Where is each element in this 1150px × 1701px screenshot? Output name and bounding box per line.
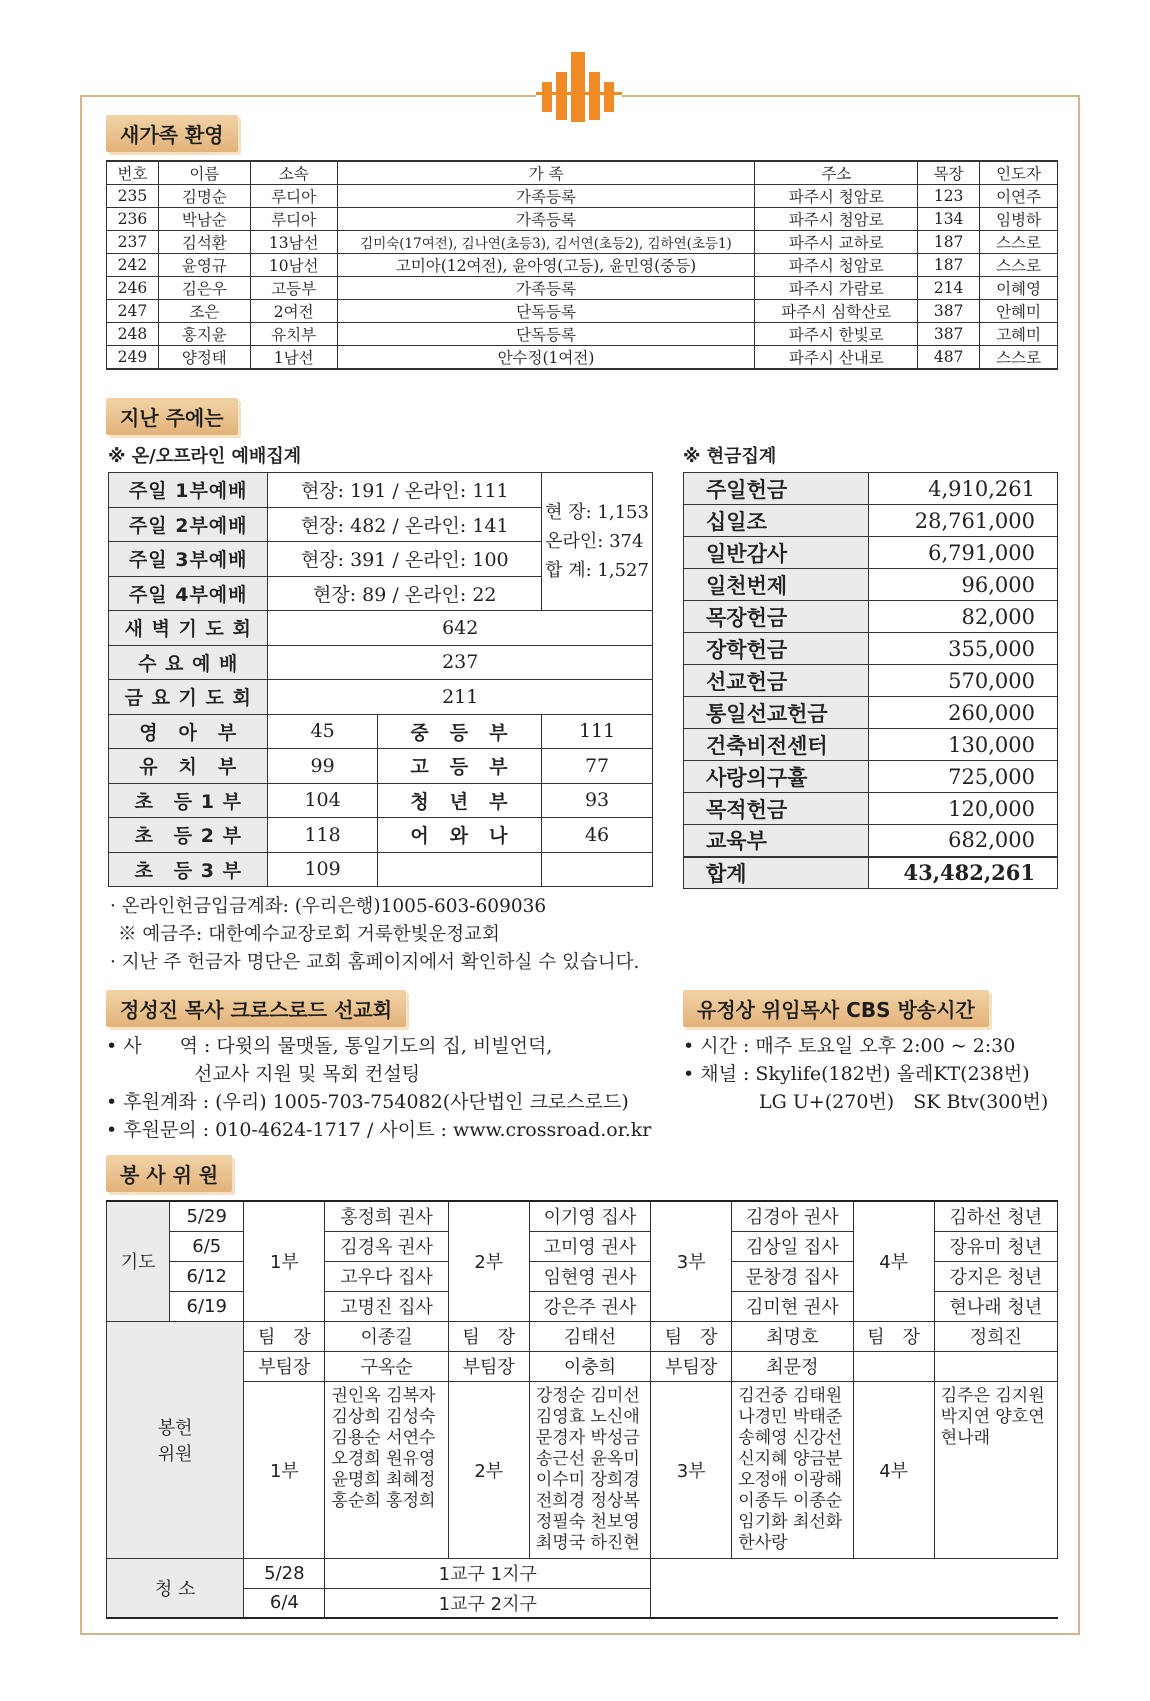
cleaning-date: 6/4 bbox=[244, 1588, 325, 1618]
meeting-value: 237 bbox=[268, 645, 653, 680]
section-title-mission: 정성진 목사 크로스로드 선교회 bbox=[106, 990, 406, 1027]
table-cell: 유치부 bbox=[250, 323, 337, 346]
col-header: 주소 bbox=[755, 161, 918, 185]
table-cell: 단독등록 bbox=[337, 323, 755, 346]
volunteer-table bbox=[106, 1200, 1058, 1619]
offering-notes bbox=[110, 893, 639, 977]
leader-name: 정희진 bbox=[934, 1321, 1057, 1351]
offering-label: 목적헌금 bbox=[684, 793, 869, 825]
table-row bbox=[107, 254, 1058, 277]
dept-value: 46 bbox=[542, 818, 653, 853]
dept-label bbox=[377, 852, 541, 887]
table-cell: 387 bbox=[918, 300, 980, 323]
table-row bbox=[107, 208, 1058, 231]
offering-label: 사랑의구휼 bbox=[684, 761, 869, 793]
table-row bbox=[107, 1558, 1058, 1588]
table-cell: 247 bbox=[107, 300, 159, 323]
table-row bbox=[109, 852, 653, 887]
mission-line: • 후원문의 : 010-4624-1717 / 사이트 : www.crossroad.or.kr bbox=[106, 1119, 652, 1141]
table-cell: 윤영규 bbox=[158, 254, 250, 277]
church-logo-icon bbox=[536, 48, 622, 126]
part-label: 2부 bbox=[448, 1201, 529, 1321]
sub-leader-label bbox=[853, 1351, 934, 1381]
table-cell: 고혜미 bbox=[980, 323, 1058, 346]
table-cell: 양정태 bbox=[158, 346, 250, 370]
offering-label: 교육부 bbox=[684, 825, 869, 857]
table-cell: 10남선 bbox=[250, 254, 337, 277]
table-cell: 박남순 bbox=[158, 208, 250, 231]
table-row bbox=[109, 783, 653, 818]
table-row bbox=[107, 231, 1058, 254]
table-cell: 파주시 청암로 bbox=[755, 254, 918, 277]
table-cell: 조은 bbox=[158, 300, 250, 323]
table-cell: 고미아(12여전), 윤아영(고등), 윤민영(중등) bbox=[337, 254, 755, 277]
table-cell: 안혜미 bbox=[980, 300, 1058, 323]
table-row bbox=[109, 645, 653, 680]
dept-value: 77 bbox=[542, 749, 653, 784]
service-label: 주일 2부예배 bbox=[109, 507, 268, 542]
offering-value: 682,000 bbox=[869, 825, 1058, 857]
table-cell: 214 bbox=[918, 277, 980, 300]
table-row bbox=[107, 1321, 1058, 1351]
broadcast-info bbox=[683, 1032, 1048, 1116]
cleaning-team: 1교구 1지구 bbox=[325, 1558, 651, 1588]
table-row bbox=[107, 1381, 1058, 1558]
dept-label: 영 아 부 bbox=[109, 714, 268, 749]
table-cell: 가족등록 bbox=[337, 208, 755, 231]
prayer-name: 임현영 권사 bbox=[529, 1261, 650, 1291]
part-label: 1부 bbox=[244, 1201, 325, 1321]
table-cell: 236 bbox=[107, 208, 159, 231]
part-label: 4부 bbox=[853, 1381, 934, 1558]
table-cell: 387 bbox=[918, 323, 980, 346]
table-cell: 187 bbox=[918, 254, 980, 277]
leader-label: 팀 장 bbox=[244, 1321, 325, 1351]
service-totals bbox=[542, 473, 653, 611]
dept-value: 109 bbox=[268, 852, 377, 887]
table-cell: 242 bbox=[107, 254, 159, 277]
prayer-name: 김상일 집사 bbox=[732, 1231, 853, 1261]
mission-line: • 후원계좌 : (우리) 1005-703-754082(사단법인 크로스로드) bbox=[106, 1091, 629, 1113]
meeting-value: 211 bbox=[268, 680, 653, 715]
table-row bbox=[107, 323, 1058, 346]
col-header: 가 족 bbox=[337, 161, 755, 185]
dept-value: 93 bbox=[542, 783, 653, 818]
meeting-label: 금 요 기 도 회 bbox=[109, 680, 268, 715]
table-row bbox=[684, 825, 1058, 857]
offering-value: 120,000 bbox=[869, 793, 1058, 825]
leader-label: 팀 장 bbox=[651, 1321, 732, 1351]
meeting-value: 642 bbox=[268, 611, 653, 646]
broadcast-line: LG U+(270번) SK Btv(300번) bbox=[759, 1091, 1049, 1113]
offering-value: 28,761,000 bbox=[869, 505, 1058, 537]
offering-value: 260,000 bbox=[869, 697, 1058, 729]
offering-value: 96,000 bbox=[869, 569, 1058, 601]
part-label: 4부 bbox=[853, 1201, 934, 1321]
table-row bbox=[109, 714, 653, 749]
service-value: 현장: 191 / 온라인: 111 bbox=[268, 473, 542, 508]
table-row bbox=[109, 611, 653, 646]
offering-label: 합계 bbox=[684, 857, 869, 889]
prayer-date: 6/12 bbox=[170, 1261, 244, 1291]
dept-value: 45 bbox=[268, 714, 377, 749]
worship-count-title: ※ 온/오프라인 예배집계 bbox=[108, 446, 302, 467]
table-row bbox=[107, 1201, 1058, 1231]
table-cell: 김은우 bbox=[158, 277, 250, 300]
section-title-new-family: 새가족 환영 bbox=[106, 115, 238, 152]
table-cell: 스스로 bbox=[980, 231, 1058, 254]
table-cell: 이연주 bbox=[980, 185, 1058, 208]
table-row bbox=[107, 185, 1058, 208]
service-value: 현장: 482 / 온라인: 141 bbox=[268, 507, 542, 542]
empty-cell bbox=[651, 1558, 1058, 1618]
table-row bbox=[684, 601, 1058, 633]
offering-value: 43,482,261 bbox=[869, 857, 1058, 889]
table-row bbox=[684, 729, 1058, 761]
offering-label: 십일조 bbox=[684, 505, 869, 537]
table-cell: 249 bbox=[107, 346, 159, 370]
offering-label: 목장헌금 bbox=[684, 601, 869, 633]
total-sum: 합 계: 1,527 bbox=[545, 560, 649, 581]
table-row bbox=[684, 697, 1058, 729]
col-header: 번호 bbox=[107, 161, 159, 185]
cleaning-team: 1교구 2지구 bbox=[325, 1588, 651, 1618]
offering-value: 130,000 bbox=[869, 729, 1058, 761]
prayer-name: 강지은 청년 bbox=[934, 1261, 1057, 1291]
table-row bbox=[684, 857, 1058, 889]
meeting-label: 새 벽 기 도 회 bbox=[109, 611, 268, 646]
table-cell: 246 bbox=[107, 277, 159, 300]
table-cell: 루디아 bbox=[250, 185, 337, 208]
sub-leader-label: 부팀장 bbox=[244, 1351, 325, 1381]
table-cell: 단독등록 bbox=[337, 300, 755, 323]
table-cell: 김석환 bbox=[158, 231, 250, 254]
table-cell: 123 bbox=[918, 185, 980, 208]
prayer-name: 이기영 집사 bbox=[529, 1201, 650, 1231]
offering-label: 주일헌금 bbox=[684, 473, 869, 505]
offering-value: 4,910,261 bbox=[869, 473, 1058, 505]
offering-label: 선교헌금 bbox=[684, 665, 869, 697]
offering-value: 725,000 bbox=[869, 761, 1058, 793]
prayer-name: 고미영 권사 bbox=[529, 1231, 650, 1261]
sub-leader-label: 부팀장 bbox=[448, 1351, 529, 1381]
dept-value: 104 bbox=[268, 783, 377, 818]
prayer-name: 김하선 청년 bbox=[934, 1201, 1057, 1231]
col-header: 목장 bbox=[918, 161, 980, 185]
table-row bbox=[107, 346, 1058, 370]
table-cell: 루디아 bbox=[250, 208, 337, 231]
table-cell: 파주시 한빛로 bbox=[755, 323, 918, 346]
section-title-broadcast: 유정상 위임목사 CBS 방송시간 bbox=[683, 990, 989, 1027]
dept-label: 초 등 2 부 bbox=[109, 818, 268, 853]
table-row bbox=[684, 665, 1058, 697]
table-row bbox=[684, 569, 1058, 601]
service-label: 주일 3부예배 bbox=[109, 542, 268, 577]
service-label: 주일 4부예배 bbox=[109, 576, 268, 611]
table-header-row bbox=[107, 161, 1058, 185]
service-value: 현장: 89 / 온라인: 22 bbox=[268, 576, 542, 611]
prayer-name: 김미현 권사 bbox=[732, 1291, 853, 1321]
table-cell: 파주시 청암로 bbox=[755, 185, 918, 208]
table-cell: 187 bbox=[918, 231, 980, 254]
prayer-name: 홍정희 권사 bbox=[325, 1201, 448, 1231]
offering-count-title: ※ 현금집계 bbox=[683, 446, 777, 467]
broadcast-line: • 채널 : Skylife(182번) 올레KT(238번) bbox=[683, 1063, 1030, 1085]
table-cell: 임병하 bbox=[980, 208, 1058, 231]
dept-label: 어 와 나 bbox=[377, 818, 541, 853]
sub-leader-name bbox=[934, 1351, 1057, 1381]
table-cell: 파주시 가람로 bbox=[755, 277, 918, 300]
table-cell: 248 bbox=[107, 323, 159, 346]
table-row bbox=[684, 473, 1058, 505]
prayer-label: 기도 bbox=[107, 1201, 170, 1321]
table-cell: 파주시 청암로 bbox=[755, 208, 918, 231]
table-row bbox=[109, 818, 653, 853]
dept-label: 청 년 부 bbox=[377, 783, 541, 818]
part-label: 3부 bbox=[651, 1201, 732, 1321]
table-row bbox=[109, 749, 653, 784]
table-row bbox=[107, 1351, 1058, 1381]
total-online: 온라인: 374 bbox=[545, 531, 644, 552]
meeting-label: 수 요 예 배 bbox=[109, 645, 268, 680]
dept-label: 초 등 1 부 bbox=[109, 783, 268, 818]
offering-label: 장학헌금 bbox=[684, 633, 869, 665]
sub-leader-name: 구옥순 bbox=[325, 1351, 448, 1381]
table-row bbox=[684, 633, 1058, 665]
table-cell: 13남선 bbox=[250, 231, 337, 254]
prayer-name: 김경아 권사 bbox=[732, 1201, 853, 1231]
part-label: 2부 bbox=[448, 1381, 529, 1558]
note-line: · 지난 주 헌금자 명단은 교회 홈페이지에서 확인하실 수 있습니다. bbox=[110, 952, 640, 973]
offering-members: 강정순 김미선 김영효 노신애 문경자 박성금 송근선 윤옥미 이수미 장희경 전희경 정상복 정필숙 천보영 최명국 하진현 bbox=[529, 1381, 650, 1558]
table-cell: 134 bbox=[918, 208, 980, 231]
table-cell: 김명순 bbox=[158, 185, 250, 208]
cleaning-label: 청 소 bbox=[107, 1558, 244, 1618]
leader-label: 팀 장 bbox=[448, 1321, 529, 1351]
col-header: 소속 bbox=[250, 161, 337, 185]
sub-leader-name: 최문정 bbox=[732, 1351, 853, 1381]
table-cell: 235 bbox=[107, 185, 159, 208]
table-cell: 김미숙(17여전), 김나연(초등3), 김서연(초등2), 김하연(초등1) bbox=[337, 231, 755, 254]
sub-leader-name: 이충희 bbox=[529, 1351, 650, 1381]
dept-value: 111 bbox=[542, 714, 653, 749]
table-cell: 홍지윤 bbox=[158, 323, 250, 346]
mission-line: • 사 역 : 다윗의 물맷돌, 통일기도의 집, 비빌언덕, bbox=[106, 1035, 553, 1057]
part-label: 1부 bbox=[244, 1381, 325, 1558]
leader-label: 팀 장 bbox=[853, 1321, 934, 1351]
sub-leader-label: 부팀장 bbox=[651, 1351, 732, 1381]
dept-label: 중 등 부 bbox=[377, 714, 541, 749]
offering-members: 권인옥 김복자 김상희 김성숙 김용순 서연수 오경희 원유영 윤명희 최혜정 홍순희 홍정희 bbox=[325, 1381, 448, 1558]
table-cell: 고등부 bbox=[250, 277, 337, 300]
offering-value: 570,000 bbox=[869, 665, 1058, 697]
table-cell: 파주시 산내로 bbox=[755, 346, 918, 370]
table-cell: 가족등록 bbox=[337, 277, 755, 300]
table-row bbox=[684, 793, 1058, 825]
section-title-last-week: 지난 주에는 bbox=[106, 398, 238, 435]
table-row bbox=[684, 761, 1058, 793]
dept-label: 고 등 부 bbox=[377, 749, 541, 784]
table-row bbox=[107, 277, 1058, 300]
offering-label: 일천번제 bbox=[684, 569, 869, 601]
table-row bbox=[109, 680, 653, 715]
new-family-table bbox=[106, 160, 1058, 370]
broadcast-line: • 시간 : 매주 토요일 오후 2:00 ~ 2:30 bbox=[683, 1035, 1016, 1057]
mission-line: 선교사 지원 및 목회 컨설팅 bbox=[194, 1063, 421, 1085]
leader-name: 이종길 bbox=[325, 1321, 448, 1351]
mission-info bbox=[106, 1032, 651, 1144]
prayer-date: 6/5 bbox=[170, 1231, 244, 1261]
col-header: 인도자 bbox=[980, 161, 1058, 185]
offering-label: 건축비전센터 bbox=[684, 729, 869, 761]
prayer-name: 김경옥 권사 bbox=[325, 1231, 448, 1261]
part-label: 3부 bbox=[651, 1381, 732, 1558]
table-row bbox=[684, 537, 1058, 569]
prayer-date: 5/29 bbox=[170, 1201, 244, 1231]
offering-value: 355,000 bbox=[869, 633, 1058, 665]
table-row bbox=[109, 473, 653, 508]
offering-table bbox=[683, 472, 1058, 889]
table-cell: 1남선 bbox=[250, 346, 337, 370]
dept-label: 유 치 부 bbox=[109, 749, 268, 784]
dept-label: 초 등 3 부 bbox=[109, 852, 268, 887]
table-cell: 이혜영 bbox=[980, 277, 1058, 300]
service-value: 현장: 391 / 온라인: 100 bbox=[268, 542, 542, 577]
table-cell: 안수정(1여전) bbox=[337, 346, 755, 370]
prayer-name: 고명진 집사 bbox=[325, 1291, 448, 1321]
table-cell: 스스로 bbox=[980, 346, 1058, 370]
offering-label: 통일선교헌금 bbox=[684, 697, 869, 729]
note-line: · 온라인헌금입금계좌: (우리은행)1005-603-609036 bbox=[110, 896, 547, 917]
offering-group-label: 봉헌 위원 bbox=[107, 1321, 244, 1558]
leader-name: 최명호 bbox=[732, 1321, 853, 1351]
worship-attendance-table bbox=[108, 472, 653, 887]
dept-value bbox=[542, 852, 653, 887]
prayer-date: 6/19 bbox=[170, 1291, 244, 1321]
total-onsite: 현 장: 1,153 bbox=[545, 502, 649, 523]
section-title-volunteers: 봉 사 위 원 bbox=[106, 1155, 232, 1192]
offering-label: 일반감사 bbox=[684, 537, 869, 569]
offering-value: 82,000 bbox=[869, 601, 1058, 633]
table-cell: 파주시 심학산로 bbox=[755, 300, 918, 323]
col-header: 이름 bbox=[158, 161, 250, 185]
table-cell: 487 bbox=[918, 346, 980, 370]
table-cell: 237 bbox=[107, 231, 159, 254]
dept-value: 118 bbox=[268, 818, 377, 853]
cleaning-date: 5/28 bbox=[244, 1558, 325, 1588]
prayer-name: 장유미 청년 bbox=[934, 1231, 1057, 1261]
table-cell: 2여전 bbox=[250, 300, 337, 323]
offering-value: 6,791,000 bbox=[869, 537, 1058, 569]
prayer-name: 강은주 권사 bbox=[529, 1291, 650, 1321]
prayer-name: 고우다 집사 bbox=[325, 1261, 448, 1291]
table-cell: 파주시 교하로 bbox=[755, 231, 918, 254]
table-row bbox=[107, 300, 1058, 323]
offering-members: 김주은 김지원 박지연 양호연 현나래 bbox=[934, 1381, 1057, 1558]
table-cell: 가족등록 bbox=[337, 185, 755, 208]
offering-members: 김건중 김태원 나경민 박태준 송혜영 신강선 신지혜 양금분 오정애 이광해 이종두 이종순 임기화 최선화 한사랑 bbox=[732, 1381, 853, 1558]
leader-name: 김태선 bbox=[529, 1321, 650, 1351]
note-line: ※ 예금주: 대한예수교장로회 거룩한빛운정교회 bbox=[118, 924, 500, 945]
prayer-name: 문창경 집사 bbox=[732, 1261, 853, 1291]
dept-value: 99 bbox=[268, 749, 377, 784]
table-row bbox=[684, 505, 1058, 537]
table-cell: 스스로 bbox=[980, 254, 1058, 277]
service-label: 주일 1부예배 bbox=[109, 473, 268, 508]
prayer-name: 현나래 청년 bbox=[934, 1291, 1057, 1321]
